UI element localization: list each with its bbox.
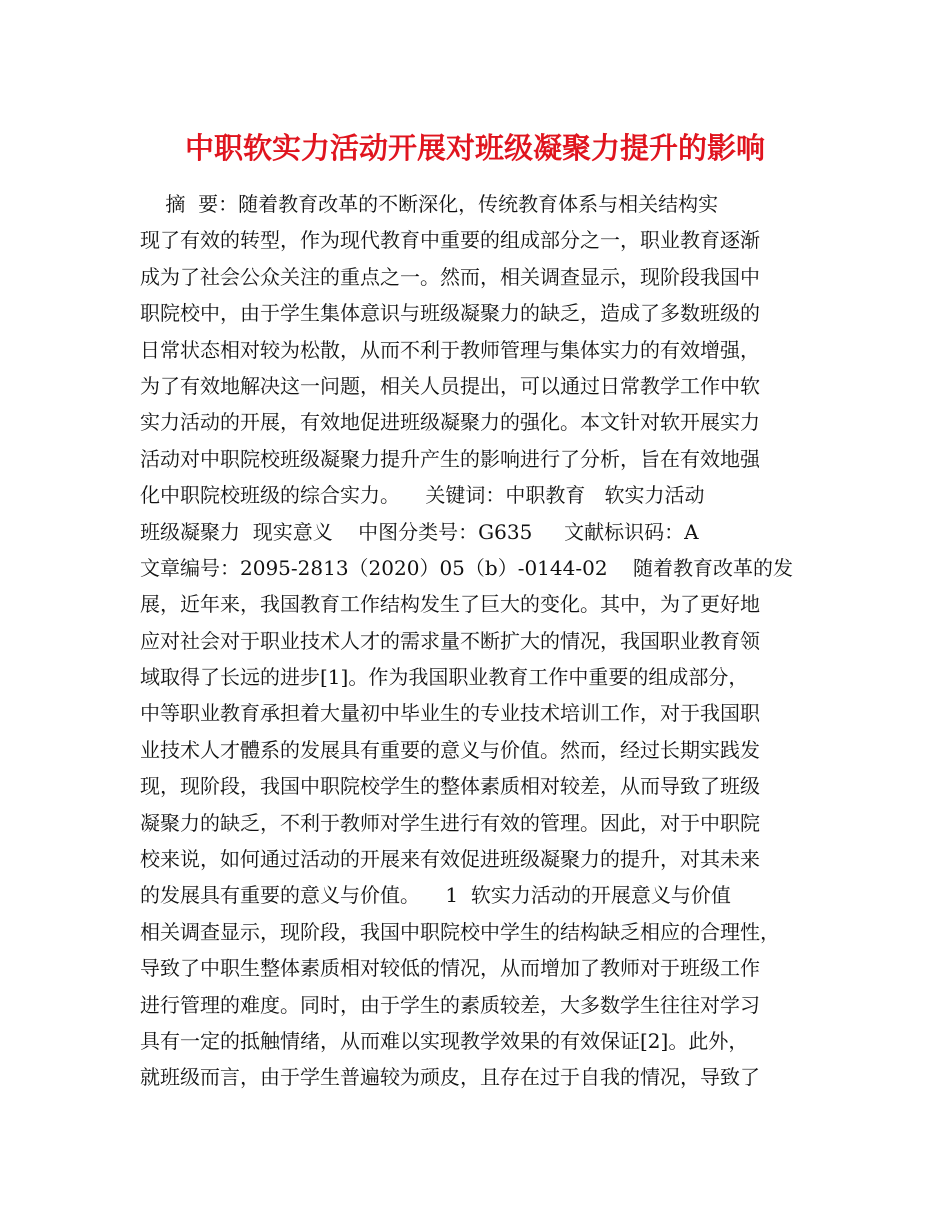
body-line: 业技术人才體系的发展具有重要的意义与价值。然而，经过长期实践发 [140, 737, 760, 762]
body-line: 成为了社会公众关注的重点之一。然而，相关调查显示，现阶段我国中 [140, 264, 760, 289]
body-line: 域取得了长远的进步[1]。作为我国职业教育工作中重要的组成部分， [140, 665, 749, 690]
body-line: 具有一定的抵触情绪，从而难以实现教学效果的有效保证[2]。此外， [140, 1028, 749, 1053]
body-line: 的发展具有重要的意义与价值。 1 软实力活动的开展意义与价值 [140, 883, 731, 908]
body-line: 现了有效的转型，作为现代教育中重要的组成部分之一，职业教育逐渐 [140, 228, 760, 253]
body-line: 展，近年来，我国教育工作结构发生了巨大的变化。其中，为了更好地 [140, 592, 760, 617]
body-line: 应对社会对于职业技术人才的需求量不断扩大的情况，我国职业教育领 [140, 628, 760, 653]
body-line: 职院校中，由于学生集体意识与班级凝聚力的缺乏，造成了多数班级的 [140, 301, 760, 326]
body-line: 就班级而言，由于学生普遍较为顽皮，且存在过于自我的情况，导致了 [140, 1065, 760, 1090]
body-line: 日常状态相对较为松散，从而不利于教师管理与集体实力的有效增强， [140, 337, 760, 362]
body-line: 实力活动的开展，有效地促进班级凝聚力的强化。本文针对软开展实力 [140, 410, 760, 435]
body-line: 校来说，如何通过活动的开展来有效促进班级凝聚力的提升，对其未来 [140, 847, 760, 872]
body-line: 现，现阶段，我国中职院校学生的整体素质相对较差，从而导致了班级 [140, 774, 760, 799]
body-line: 活动对中职院校班级凝聚力提升产生的影响进行了分析，旨在有效地强 [140, 446, 760, 471]
body-line: 化中职院校班级的综合实力。 关键词：中职教育 软实力活动 [140, 483, 705, 508]
body-line: 相关调查显示，现阶段，我国中职院校中学生的结构缺乏相应的合理性， [140, 919, 780, 944]
body-line: 进行管理的难度。同时，由于学生的素质较差，大多数学生往往对学习 [140, 992, 760, 1017]
body-line: 文章编号：2095-2813（2020）05（b）-0144-02 随着教育改革的发 [140, 555, 793, 580]
body-line: 中等职业教育承担着大量初中毕业生的专业技术培训工作，对于我国职 [140, 701, 760, 726]
body-line: 凝聚力的缺乏，不利于教师对学生进行有效的管理。因此，对于中职院 [140, 810, 760, 835]
body-line: 导致了中职生整体素质相对较低的情况，从而增加了教师对于班级工作 [140, 956, 760, 981]
body-line: 班级凝聚力 现实意义 中图分类号：G635 文献标识码：A [140, 519, 699, 544]
document-body [140, 186, 816, 1096]
body-line: 为了有效地解决这一问题，相关人员提出，可以通过日常教学工作中软 [140, 373, 760, 398]
body-line: 摘 要：随着教育改革的不断深化，传统教育体系与相关结构实 [140, 192, 719, 216]
document-title: 中职软实力活动开展对班级凝聚力提升的影响 [184, 131, 765, 165]
